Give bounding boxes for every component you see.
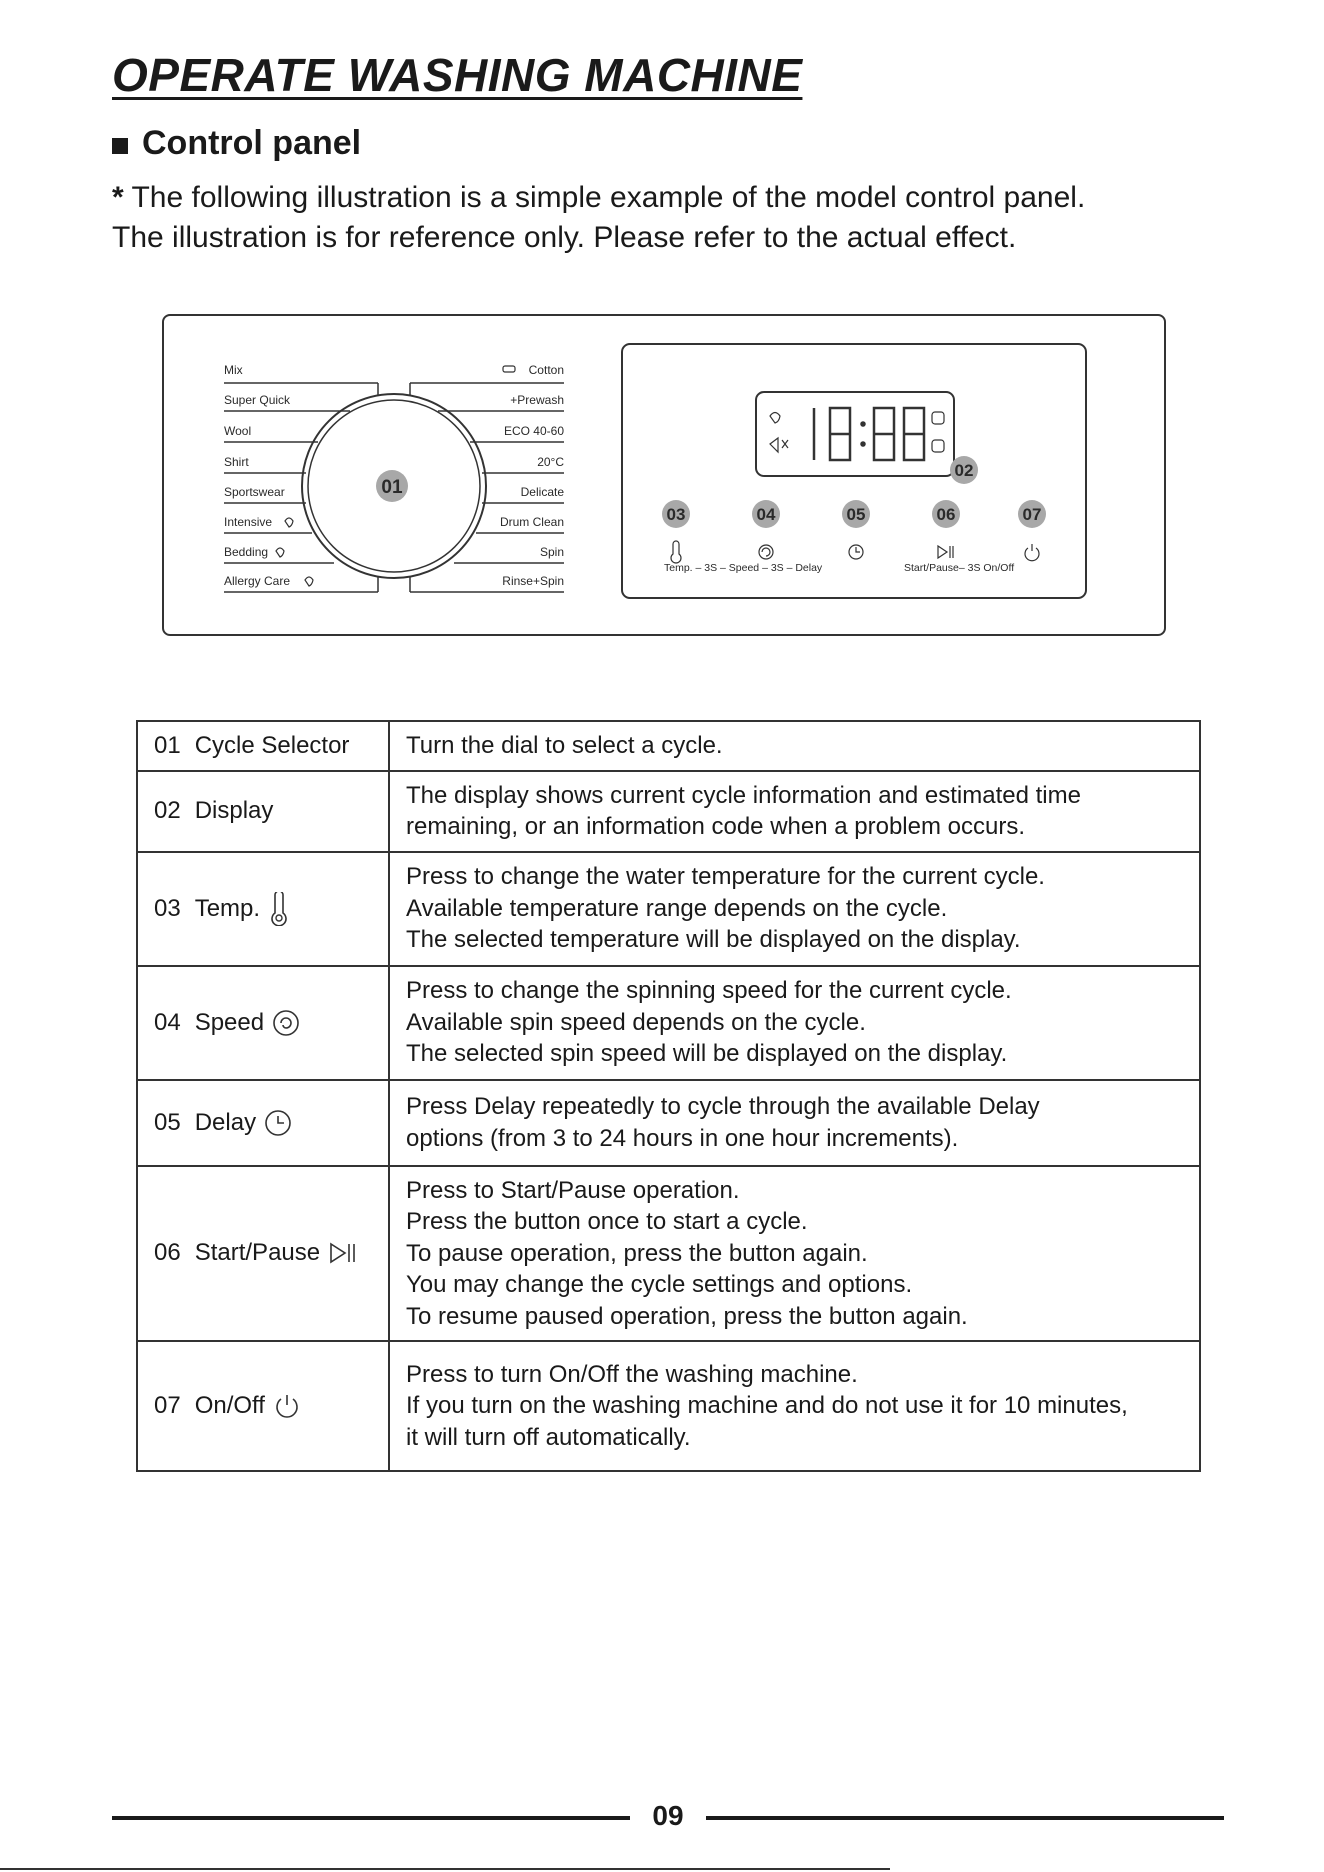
section-heading-text: Control panel bbox=[142, 124, 362, 162]
row-text: You may change the cycle settings and options. bbox=[406, 1271, 913, 1298]
clock-icon bbox=[849, 545, 863, 559]
power-icon bbox=[273, 1392, 301, 1420]
row-text: Press to change the water temperature for the current cycle. bbox=[406, 863, 1045, 891]
intro-text bbox=[112, 178, 1085, 258]
row-text: Press to Start/Pause operation. bbox=[406, 1176, 740, 1204]
footer-rule-left bbox=[112, 1816, 630, 1820]
intro-line-2: The illustration is for reference only. Please refer to the actual effect. bbox=[112, 221, 1017, 254]
panel-button-on-off bbox=[1018, 500, 1046, 561]
table-row bbox=[137, 721, 1200, 771]
program-left: Mix bbox=[224, 363, 243, 377]
program-left: Sportswear bbox=[224, 485, 285, 499]
thermometer-icon bbox=[268, 892, 290, 926]
row-text: The selected temperature will be displayed on the display. bbox=[406, 926, 1021, 954]
row-label: Cycle Selector bbox=[194, 731, 350, 759]
program-right: Spin bbox=[539, 545, 564, 559]
row-text: The selected spin speed will be displayed on the display. bbox=[406, 1040, 1008, 1068]
panel-button-speed bbox=[752, 500, 780, 559]
section-heading bbox=[112, 124, 361, 163]
row-text: Press the button once to start a cycle. bbox=[406, 1208, 808, 1235]
bottom-edge-line bbox=[0, 1868, 890, 1870]
program-left: Intensive bbox=[224, 515, 273, 529]
play-pause-icon bbox=[938, 546, 953, 558]
page-number: 09 bbox=[652, 1800, 684, 1831]
row-text: If you turn on the washing machine and do not use it for 10 minutes, bbox=[406, 1392, 1128, 1420]
program-right: 20°C bbox=[537, 455, 564, 469]
program-right: Cotton bbox=[528, 363, 564, 377]
row-number: 04 bbox=[154, 1008, 181, 1036]
display-digits bbox=[814, 408, 924, 460]
program-right: Drum Clean bbox=[499, 515, 564, 529]
display-screen bbox=[756, 392, 978, 484]
svg-text:07: 07 bbox=[1022, 505, 1042, 524]
svg-text:05: 05 bbox=[846, 505, 866, 524]
table-row bbox=[137, 852, 1200, 966]
row-number: 03 bbox=[154, 894, 181, 922]
program-left: Shirt bbox=[224, 455, 249, 469]
spin-icon bbox=[272, 1009, 300, 1037]
display-number: 02 bbox=[954, 461, 974, 480]
clock-icon bbox=[264, 1109, 292, 1137]
table-row bbox=[137, 771, 1200, 852]
row-text: Press Delay repeatedly to cycle through the available Delay bbox=[406, 1093, 1040, 1120]
thermometer-icon bbox=[671, 541, 681, 563]
program-right: Rinse+Spin bbox=[502, 574, 564, 588]
row-text: options (from 3 to 24 hours in one hour increments). bbox=[406, 1124, 959, 1152]
row-text: Available temperature range depends on the cycle. bbox=[406, 894, 948, 922]
row-text: Available spin speed depends on the cycle. bbox=[406, 1008, 866, 1036]
svg-text:04: 04 bbox=[756, 505, 776, 524]
panel-button-start-pause bbox=[932, 500, 960, 558]
bullet-square-icon bbox=[112, 138, 128, 154]
power-icon bbox=[1025, 544, 1039, 561]
program-left: Super Quick bbox=[224, 393, 291, 407]
row-text: To resume paused operation, press the button again. bbox=[406, 1302, 968, 1330]
row-text: Turn the dial to select a cycle. bbox=[406, 732, 723, 759]
table-row bbox=[137, 1166, 1200, 1342]
table-row bbox=[137, 1080, 1200, 1166]
row-number: 02 bbox=[154, 797, 181, 824]
svg-text:03: 03 bbox=[666, 505, 686, 524]
intro-star: * bbox=[112, 181, 124, 214]
control-panel-illustration bbox=[162, 314, 1166, 636]
table-row bbox=[137, 1341, 1200, 1471]
row-number: 01 bbox=[154, 731, 181, 759]
buttons-caption-right: Start/Pause– 3S On/Off bbox=[904, 562, 1015, 574]
panel-button-delay bbox=[842, 500, 870, 559]
row-text: Press to turn On/Off the washing machine. bbox=[406, 1360, 858, 1388]
program-right: +Prewash bbox=[510, 393, 564, 407]
row-number: 07 bbox=[154, 1392, 181, 1419]
page-title: OPERATE WASHING MACHINE bbox=[112, 49, 803, 101]
row-text: it will turn off automatically. bbox=[406, 1423, 691, 1451]
play-pause-icon bbox=[328, 1241, 358, 1265]
row-label: Display bbox=[194, 797, 274, 824]
row-text: remaining, or an information code when a problem occurs. bbox=[406, 813, 1025, 840]
row-label: Temp. bbox=[194, 894, 261, 922]
row-label: On/Off bbox=[194, 1392, 265, 1419]
panel-button-temp bbox=[662, 500, 690, 563]
control-description-table bbox=[136, 720, 1201, 1472]
row-number: 06 bbox=[154, 1239, 181, 1267]
row-text: Press to change the spinning speed for the current cycle. bbox=[406, 977, 1012, 1005]
row-label: Delay bbox=[194, 1108, 257, 1136]
footer-rule-right bbox=[706, 1816, 1224, 1820]
program-left: Wool bbox=[224, 424, 252, 438]
intro-line-1: The following illustration is a simple example of the model control panel. bbox=[123, 181, 1086, 214]
row-label: Start/Pause bbox=[194, 1239, 321, 1267]
svg-text:06: 06 bbox=[936, 505, 956, 524]
row-label: Speed bbox=[194, 1008, 265, 1036]
program-left: Allergy Care bbox=[224, 574, 291, 588]
buttons-caption-left: Temp. – 3S – Speed – 3S – Delay bbox=[664, 562, 823, 574]
program-left: Bedding bbox=[224, 545, 269, 559]
row-text: The display shows current cycle information and estimated time bbox=[406, 781, 1081, 809]
program-right: ECO 40-60 bbox=[503, 424, 564, 438]
row-text: To pause operation, press the button again. bbox=[406, 1239, 868, 1267]
table-row bbox=[137, 966, 1200, 1080]
program-right: Delicate bbox=[520, 485, 564, 499]
dial-number: 01 bbox=[381, 477, 403, 498]
row-number: 05 bbox=[154, 1108, 181, 1136]
spin-icon bbox=[759, 545, 773, 559]
